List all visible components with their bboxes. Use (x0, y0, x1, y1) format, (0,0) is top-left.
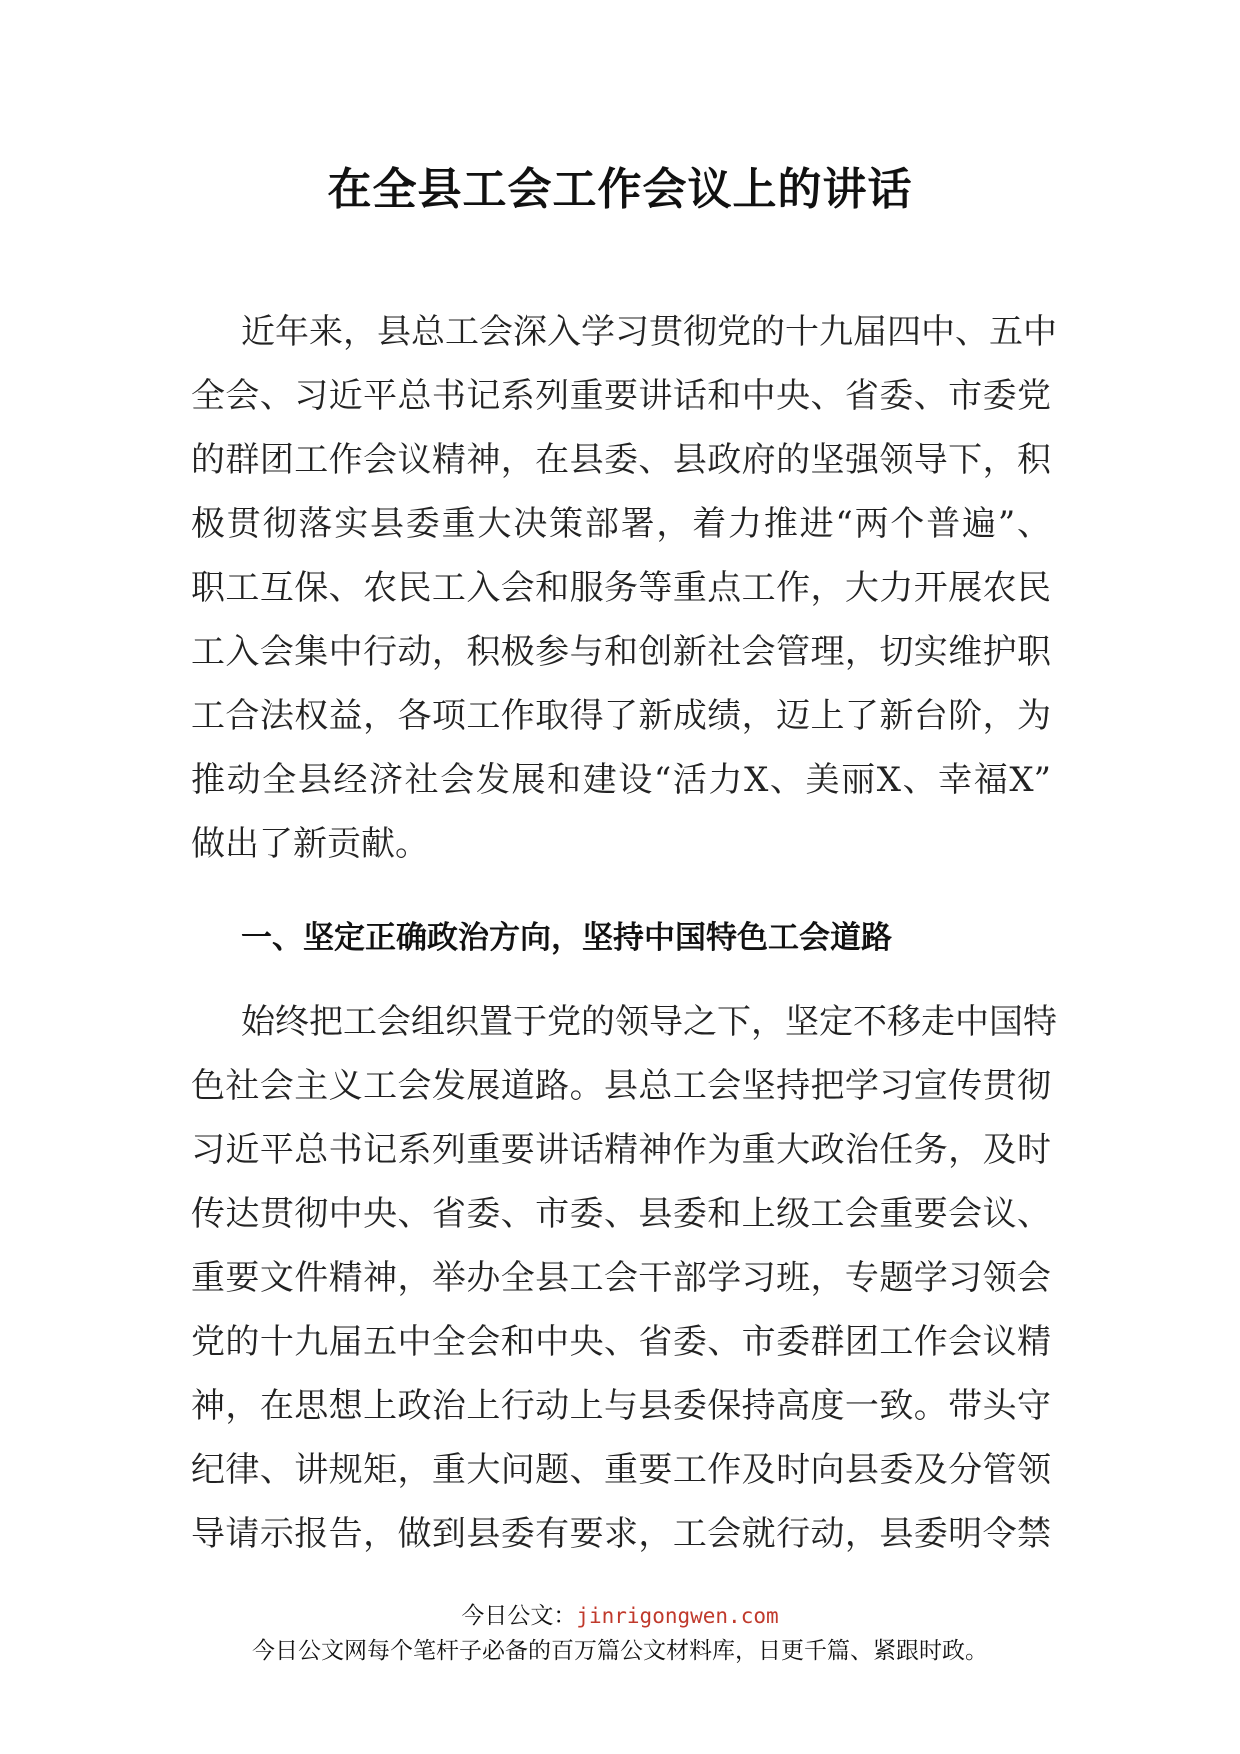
paragraph-line: 近年来，县总工会深入学习贯彻党的十九届四中、五中 (241, 312, 1057, 352)
paragraph-line: 全会、习近平总书记系列重要讲话和中央、省委、市委党 (191, 376, 1051, 416)
section-heading: 一、坚定正确政治方向，坚持中国特色工会道路 (241, 920, 892, 956)
paragraph-line: 职工互保、农民工入会和服务等重点工作，大力开展农民 (191, 568, 1051, 608)
paragraph-section-1 (191, 990, 1057, 1566)
paragraph-line: 纪律、讲规矩，重大问题、重要工作及时向县委及分管领 (191, 1450, 1051, 1490)
paragraph-line: 传达贯彻中央、省委、市委、县委和上级工会重要会议、 (191, 1194, 1051, 1234)
paragraph-line: 重要文件精神，举办全县工会干部学习班，专题学习领会 (191, 1258, 1051, 1298)
paragraph-line: 党的十九届五中全会和中央、省委、市委群团工作会议精 (191, 1322, 1051, 1362)
paragraph-line: 的群团工作会议精神，在县委、县政府的坚强领导下，积 (191, 440, 1051, 480)
footer-source (0, 1597, 1240, 1630)
paragraph-line: 推动全县经济社会发展和建设“活力X、美丽X、幸福X” (191, 760, 1051, 800)
paragraph-line: 工合法权益，各项工作取得了新成绩，迈上了新台阶，为 (191, 696, 1051, 736)
section-heading-wrapper (191, 906, 1051, 970)
paragraph-line: 始终把工会组织置于党的领导之下，坚定不移走中国特 (241, 1002, 1057, 1042)
footer-site-label: 今日公文： (461, 1603, 577, 1629)
paragraph-line: 做出了新贡献。 (191, 824, 429, 864)
paragraph-line: 习近平总书记系列重要讲话精神作为重大政治任务，及时 (191, 1130, 1051, 1170)
paragraph-line: 极贯彻落实县委重大决策部署，着力推进“两个普遍”、 (191, 504, 1051, 544)
paragraph-line: 导请示报告，做到县委有要求，工会就行动，县委明令禁 (191, 1514, 1051, 1554)
paragraph-line: 色社会主义工会发展道路。县总工会坚持把学习宣传贯彻 (191, 1066, 1051, 1106)
paragraph-line: 工入会集中行动，积极参与和创新社会管理，切实维护职 (191, 632, 1051, 672)
footer-site-link[interactable]: jinrigongwen.com (576, 1604, 779, 1628)
document-title: 在全县工会工作会议上的讲话 (327, 164, 913, 215)
paragraph-intro (191, 300, 1057, 876)
paragraph-line: 神，在思想上政治上行动上与县委保持高度一致。带头守 (191, 1386, 1051, 1426)
footer-slogan: 今日公文网每个笔杆子必备的百万篇公文材料库，日更千篇、紧跟时政。 (252, 1638, 988, 1664)
